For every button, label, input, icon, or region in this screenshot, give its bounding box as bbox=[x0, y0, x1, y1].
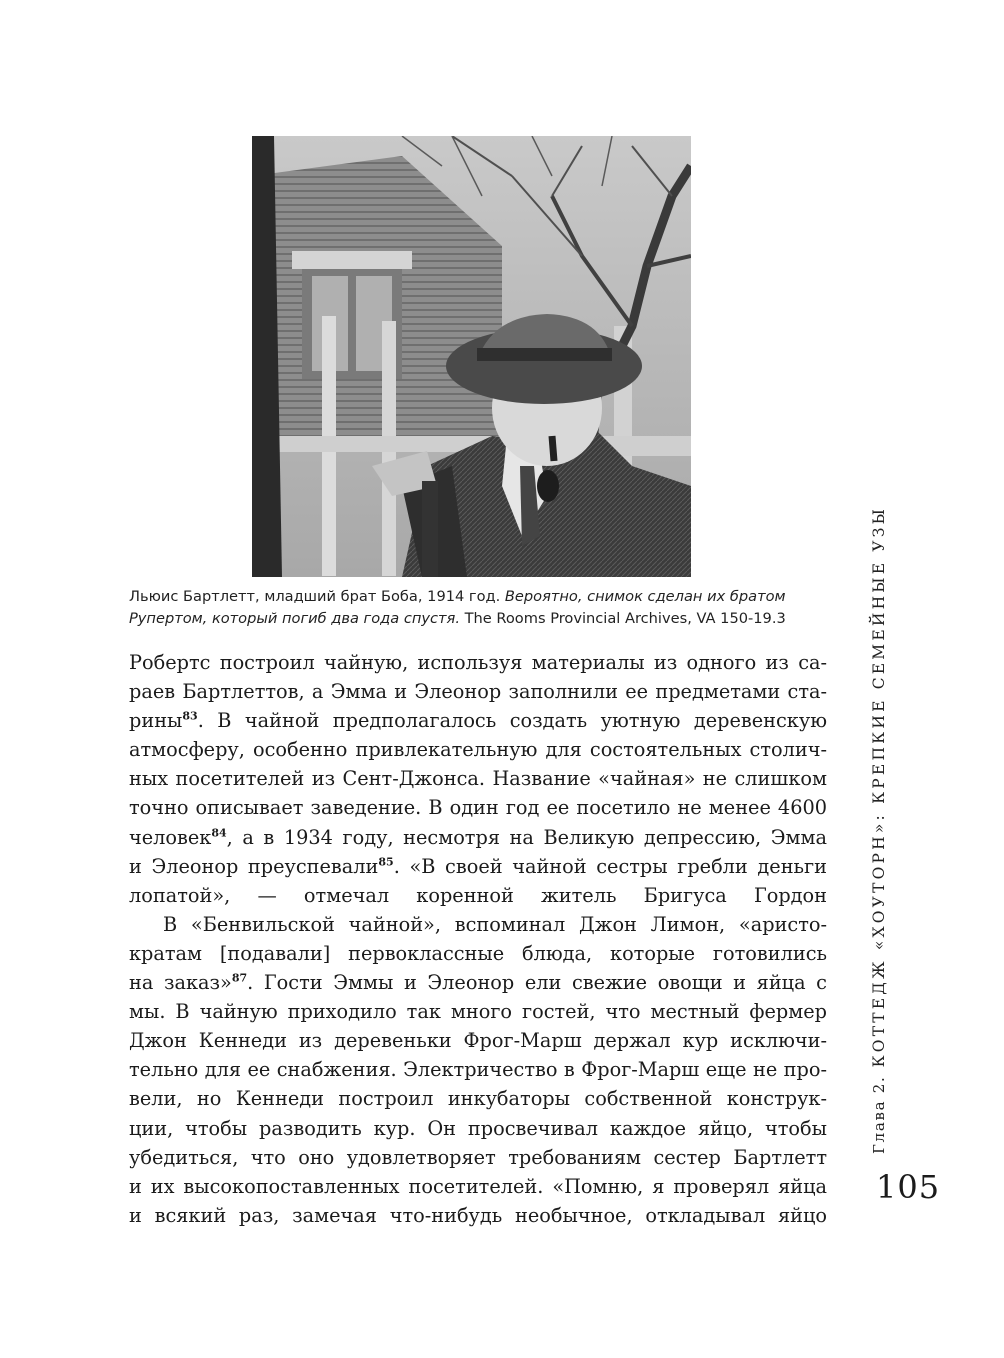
text-line: точно описывает заведение. В один год ее посетило не менее 4600 bbox=[129, 796, 827, 820]
footnote-ref[interactable]: 85 bbox=[378, 855, 394, 869]
text-line: ных посетителей из Сент-Джонса. Название «чайная» не слишком bbox=[129, 767, 827, 791]
photo-caption bbox=[129, 586, 829, 630]
text-span: человек bbox=[129, 825, 212, 849]
body-text bbox=[129, 648, 827, 1230]
chapter-title: КОТТЕДЖ «ХОУТОРН»: КРЕПКИЕ СЕМЕЙНЫЕ УЗЫ bbox=[870, 505, 888, 1076]
text-line: убедиться, что оно удовлетворяет требованиям сестер Бартлетт bbox=[129, 1145, 827, 1169]
text-line bbox=[129, 968, 827, 997]
text-line bbox=[129, 852, 827, 881]
text-span: на заказ» bbox=[129, 971, 232, 995]
caption-line-2 bbox=[129, 608, 829, 630]
text-line: Джон Кеннеди из деревеньки Фрог-Марш держал кур исключи- bbox=[129, 1029, 827, 1053]
text-span: . Гости Эммы и Элеонор ели свежие овощи и яйца с bbox=[247, 971, 827, 995]
text-line: и всякий раз, замечая что-нибудь необычное, откладывал яйцо bbox=[129, 1203, 827, 1227]
text-line: Робертс построил чайную, используя материалы из одного из са- bbox=[129, 651, 827, 674]
archival-photo bbox=[252, 136, 691, 577]
caption-italic-text: Рупертом, который погиб два года спустя. bbox=[129, 610, 460, 627]
footnote-ref[interactable]: 83 bbox=[182, 709, 198, 723]
text-line: ции, чтобы разводить кур. Он просвечивал каждое яйцо, чтобы bbox=[129, 1116, 827, 1140]
text-line: В «Бенвильской чайной», вспоминал Джон Лимон, «аристо- bbox=[163, 912, 827, 936]
text-span: и Элеонор преуспевали bbox=[129, 854, 379, 878]
text-span: , а в 1934 году, несмотря на Великую депрессию, Эмма bbox=[226, 825, 827, 849]
caption-credit: The Rooms Provincial Archives, VA 150-19.3 bbox=[459, 610, 786, 627]
running-head bbox=[870, 505, 888, 1154]
text-span: рины bbox=[129, 709, 183, 733]
caption-text: Льюис Бартлетт, младший брат Боба, 1914 год. bbox=[129, 588, 505, 605]
caption-line-1 bbox=[129, 586, 829, 608]
footnote-ref[interactable]: 87 bbox=[231, 971, 248, 985]
chapter-label: Глава 2. bbox=[870, 1075, 888, 1154]
text-line: атмосферу, особенно привлекательную для состоятельных столич- bbox=[129, 738, 827, 762]
text-line: раев Бартлеттов, а Эмма и Элеонор заполнили ее предметами ста- bbox=[129, 680, 827, 704]
text-line: тельно для ее снабжения. Электричество в Фрог-Марш еще не про- bbox=[129, 1058, 827, 1082]
text-line bbox=[129, 881, 827, 910]
text-span: лопатой», — отмечал коренной житель Бригуса Гордон bbox=[129, 883, 827, 907]
text-line bbox=[129, 823, 827, 852]
text-line: кратам [подавали] первоклассные блюда, которые готовились bbox=[129, 941, 827, 965]
text-line bbox=[129, 706, 827, 735]
text-span: . В чайной предполагалось создать уютную деревенскую bbox=[197, 709, 827, 733]
text-span: . «В своей чайной сестры гребли деньги bbox=[393, 854, 827, 878]
footnote-ref[interactable]: 84 bbox=[211, 826, 227, 840]
text-line: вели, но Кеннеди построил инкубаторы собственной конструк- bbox=[129, 1087, 827, 1111]
text-line: и их высокопоставленных посетителей. «Помню, я проверял яйца bbox=[129, 1174, 827, 1198]
caption-italic-text: Вероятно, снимок сделан их братом bbox=[504, 588, 786, 605]
text-line: мы. В чайную приходило так много гостей, что местный фермер bbox=[129, 1000, 827, 1024]
page-number: 105 bbox=[876, 1168, 941, 1206]
photo-illustration bbox=[252, 136, 691, 577]
